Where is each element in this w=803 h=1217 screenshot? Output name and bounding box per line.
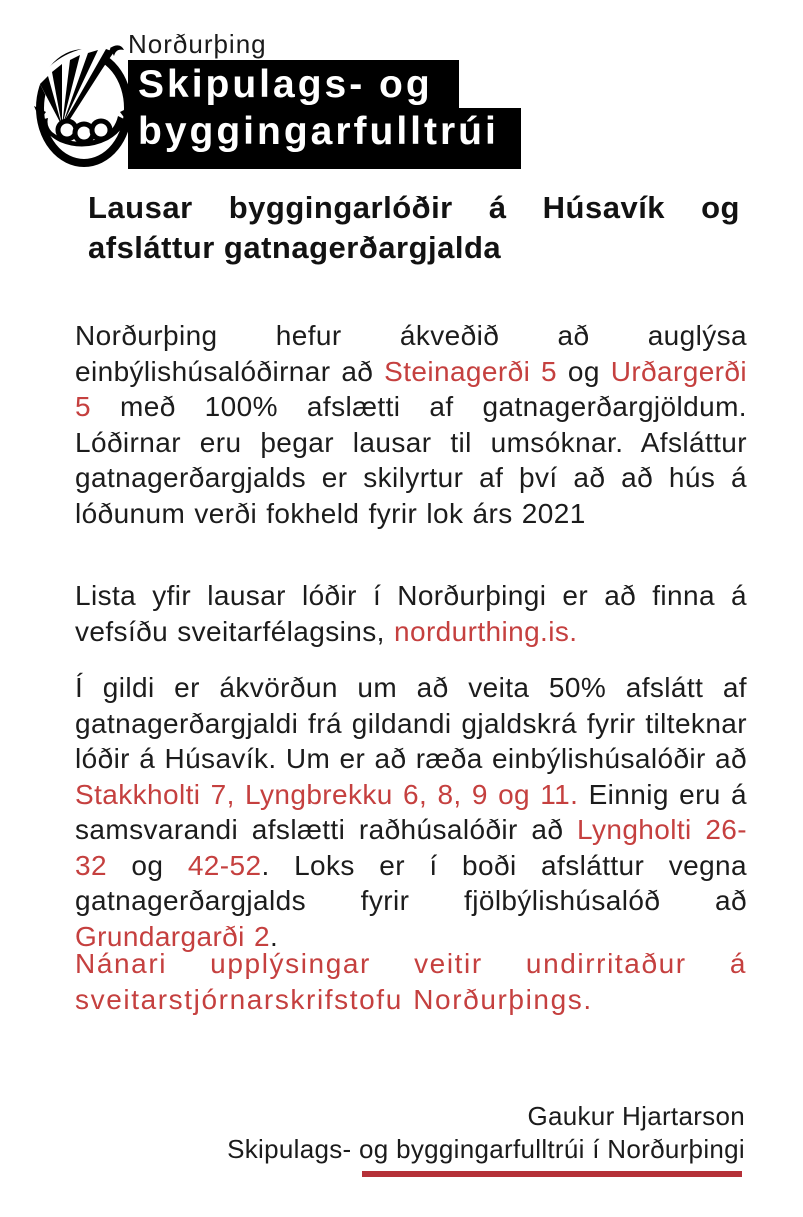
text-segment: Norðurþing hefur ákveðið að auglýsa einbýlishúsalóðirnar að: [75, 320, 747, 387]
page-title: Lausar byggingarlóðir á Húsavík og afsláttur gatnagerðargjalda: [88, 190, 740, 265]
signature-title: Skipulags- og byggingarfulltrúi í Norðurþingi: [227, 1134, 745, 1164]
text-segment: og: [106, 849, 188, 881]
text-segment: með 100% afslætti af gatnagerðargjöldum. Lóðirnar eru þegar lausar til umsóknar. Afsláttur gatnagerðargjalds er skilyrtur af því að að hús á lóðunum verði fokheld fyrir lok árs 2021: [75, 391, 747, 529]
banner-line-2: byggingarfulltrúi: [128, 108, 521, 169]
municipality-name: Norðurþing: [128, 29, 267, 59]
text-segment: 42-52: [187, 849, 262, 881]
text-segment: og: [557, 355, 611, 387]
text-segment: Lista yfir lausar lóðir í Norðurþingi er að finna á vefsíðu sveitarfélagsins,: [75, 580, 747, 647]
text-segment: .: [269, 920, 279, 952]
banner-line-1: Skipulags- og: [128, 60, 459, 108]
text-segment: Urðargerði 5: [75, 355, 747, 422]
department-banner: [128, 60, 521, 169]
header: [128, 28, 521, 169]
text-segment: Steinagerði 5: [384, 355, 558, 387]
signature-name: Gaukur Hjartarson: [527, 1101, 745, 1131]
text-segment: Nánari upplýsingar veitir undirritaður á sveitarstjórnarskrifstofu Norðurþings.: [75, 948, 747, 1015]
paragraph-contact-info: [75, 946, 747, 1017]
text-segment: Einnig eru á samsvarandi afslætti raðhúsalóðir að: [75, 778, 747, 845]
paragraph-lots-announcement: [75, 318, 747, 531]
text-segment: . Loks er í boði afsláttur vegna gatnagerðargjalds fyrir fjölbýlishúsalóð að: [75, 849, 747, 916]
text-segment: Lyngholti 26-32: [75, 814, 747, 881]
text-segment: Stakkholti 7, Lyngbrekku 6, 8, 9 og 11.: [75, 778, 579, 810]
signature-block: [227, 1100, 745, 1166]
paragraph-discount-details: [75, 670, 747, 954]
website-link-text[interactable]: nordurthing.is.: [394, 615, 578, 647]
signature-underline: [362, 1171, 742, 1177]
viking-ship-icon: [30, 40, 136, 168]
text-segment: Í gildi er ákvörðun um að veita 50% afslátt af gatnagerðargjaldi frá gildandi gjaldskrá fyrir tilteknar lóðir á Húsavík. Um er að ræða einbýlishúsalóðir að: [75, 672, 747, 774]
text-segment: Grundargarði 2: [75, 920, 270, 952]
paragraph-website-info: [75, 578, 747, 649]
viking-ship-logo: [30, 40, 136, 168]
